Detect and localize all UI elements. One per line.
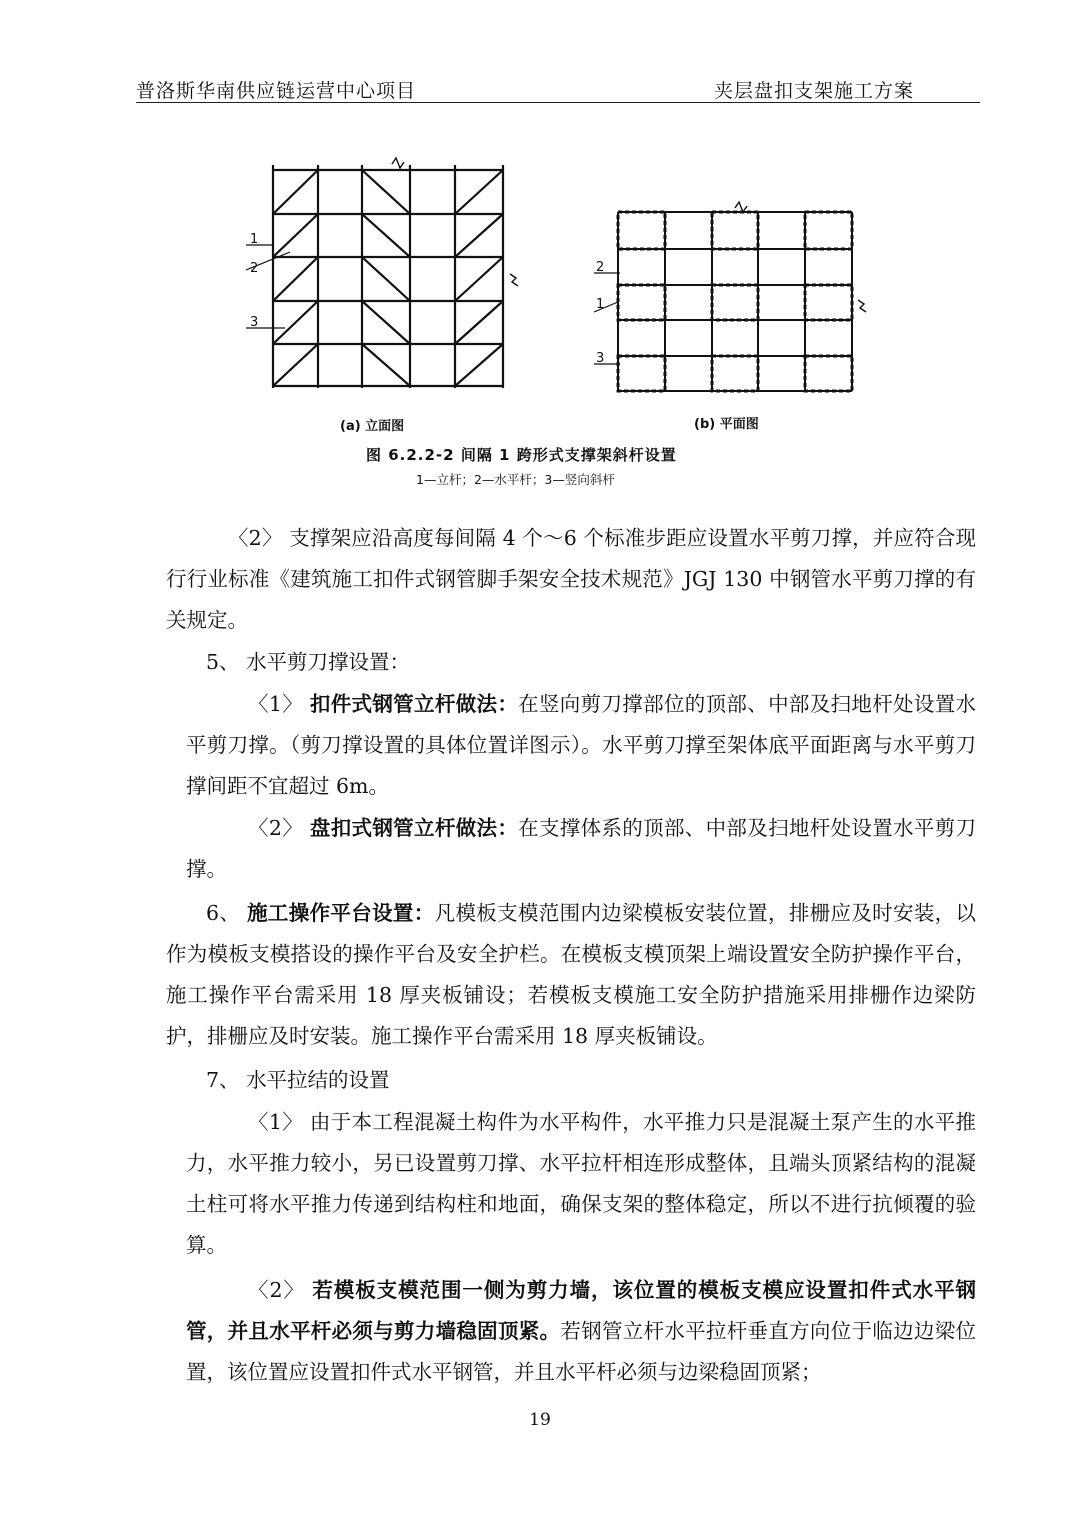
plan-label-2: 2	[596, 260, 605, 275]
item-prefix: 7、	[206, 1068, 247, 1092]
paragraph-fastener-method	[186, 684, 976, 807]
elevation-label-3: 3	[250, 315, 259, 330]
figure-legend: 1—立杆；2—水平杆；3—竖向斜杆	[416, 472, 615, 487]
bold-lead: 若模板支模范围一侧为剪力墙，该位置的模板支模应设置扣件式水平钢管，并且水平杆必须与剪力墙稳固顶紧。	[186, 1278, 977, 1343]
paragraph-anti-overturning	[186, 1102, 976, 1266]
item-prefix: 〈1〉	[248, 692, 310, 716]
paragraph-disc-lock-method	[186, 808, 976, 890]
paragraph-text: 水平剪刀撑设置：	[246, 650, 411, 674]
elevation-label-2: 2	[250, 261, 259, 276]
header-document-title: 夹层盘扣支架施工方案	[713, 80, 914, 102]
header-divider	[136, 102, 980, 103]
heading-horizontal-tie	[166, 1060, 976, 1101]
paragraph-text: 凡模板支模范围内边梁模板安装位置，排栅应及时安装，以作为模板支模搭设的操作平台及安全护栏。在模板支模顶架上端设置安全防护操作平台，施工操作平台需采用 18 厚夹板铺设；若模板支模施工安全防护措施采用排栅作边梁防护，排栅应及时安装。施工操作平台需采用 18 厚夹板铺设。	[166, 901, 977, 1048]
plan-label-1: 1	[596, 297, 605, 312]
paragraph-work-platform	[166, 893, 976, 1057]
item-prefix: 6、	[206, 901, 248, 925]
paragraph-text: 在竖向剪刀撑部位的顶部、中部及扫地杆处设置水平剪刀撑。（剪刀撑设置的具体位置详图示）。水平剪刀撑至架体底平面距离与水平剪刀撑间距不宜超过 6m。	[186, 692, 977, 798]
bold-lead: 扣件式钢管立杆做法：	[309, 692, 519, 716]
header-project-name: 普洛斯华南供应链运营中心项目	[136, 80, 417, 102]
paragraph-text: 水平拉结的设置	[246, 1068, 390, 1092]
item-prefix: 〈2〉	[248, 816, 310, 840]
figure-title: 图 6.2.2-2 间隔 1 跨形式支撑架斜杆设置	[366, 446, 677, 464]
item-prefix: 〈1〉	[248, 1110, 310, 1134]
bold-lead: 施工操作平台设置：	[247, 901, 435, 925]
paragraph-text: 支撑架应沿高度每间隔 4 个～6 个标准步距应设置水平剪刀撑，并应符合现行行业标准《建筑施工扣件式钢管脚手架安全技术规范》JGJ 130 中钢管水平剪刀撑的有关规定。	[166, 526, 976, 632]
paragraph-text: 由于本工程混凝土构件为水平构件，水平推力只是混凝土泵产生的水平推力，水平推力较小，另已设置剪刀撑、水平拉杆相连形成整体，且端头顶紧结构的混凝土柱可将水平推力传递到结构柱和地面，确保支架的整体稳定，所以不进行抗倾覆的验算。	[186, 1110, 977, 1257]
paragraph-text: 在支撑体系的顶部、中部及扫地杆处设置水平剪刀撑。	[186, 816, 977, 881]
bold-lead: 盘扣式钢管立杆做法：	[309, 816, 519, 840]
heading-horizontal-scissor	[166, 642, 976, 683]
item-prefix: 〈2〉	[248, 1278, 313, 1302]
plan-drawing	[594, 202, 866, 391]
elevation-label-1: 1	[250, 232, 259, 247]
elevation-drawing	[246, 158, 518, 388]
paragraph-shear-wall	[186, 1270, 976, 1393]
plan-label-3: 3	[596, 351, 605, 366]
caption-plan: (b) 平面图	[694, 417, 759, 432]
caption-elevation: (a) 立面图	[340, 419, 405, 434]
item-prefix: 〈2〉	[228, 526, 290, 550]
page-number: 19	[529, 1410, 551, 1430]
item-prefix: 5、	[206, 650, 247, 674]
paragraph-scissor-height	[166, 518, 976, 641]
paragraph-text: 若钢管立杆水平拉杆垂直方向位于临边边梁位置，该位置应设置扣件式水平钢管，并且水平杆必须与边梁稳固顶紧；	[186, 1319, 977, 1384]
